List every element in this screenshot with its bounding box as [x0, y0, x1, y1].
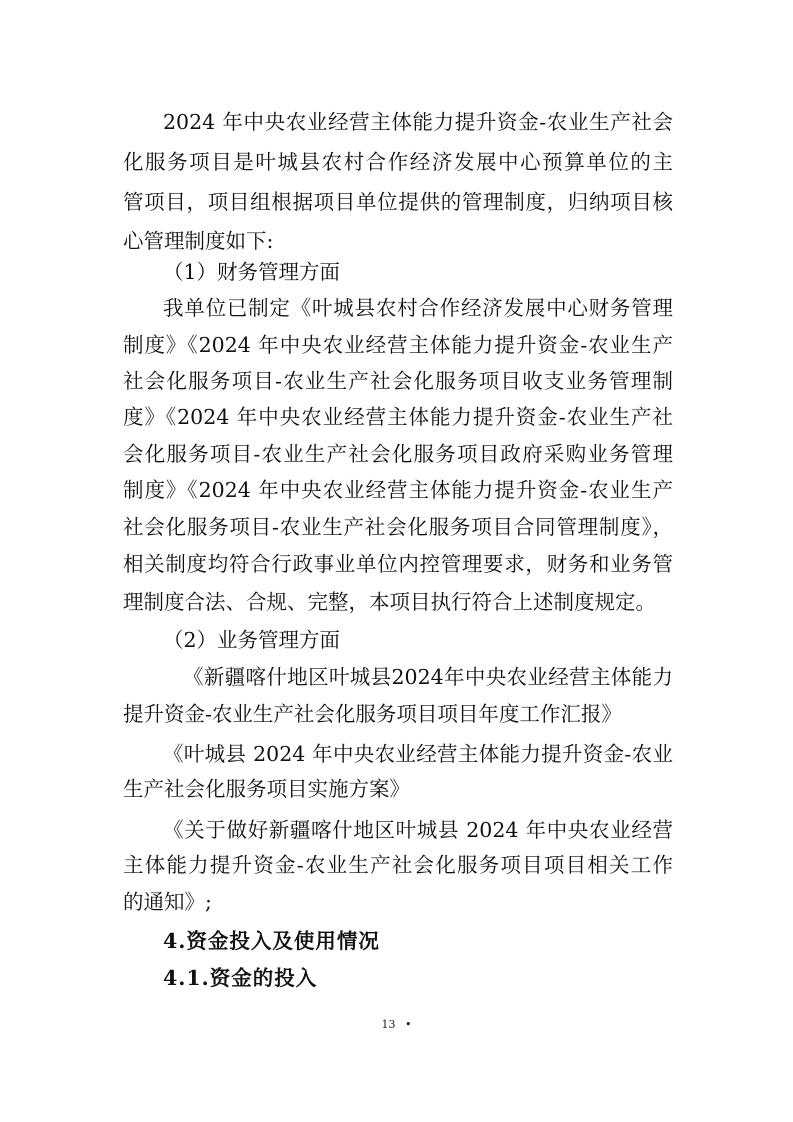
- finance-line-3: 社会化服务项目-农业生产社会化服务项目收支业务管理制: [123, 369, 673, 393]
- notice-line-2: 主体能力提升资金-农业生产社会化服务项目项目相关工作: [123, 853, 673, 877]
- plan-line-2: 生产社会化服务项目实施方案》: [123, 777, 410, 801]
- report-line-2: 提升资金-农业生产社会化服务项目项目年度工作汇报》: [123, 702, 622, 726]
- subsection-heading-input: 4.1.资金的投入: [163, 966, 318, 990]
- finance-line-2: 制度》《2024 年中央农业经营主体能力提升资金-农业生产: [123, 333, 673, 357]
- business-heading: （2）业务管理方面: [163, 628, 341, 652]
- intro-line-2: 化服务项目是叶城县农村合作经济发展中心预算单位的主: [123, 150, 673, 174]
- finance-line-1: 我单位已制定《叶城县农村合作经济发展中心财务管理: [163, 296, 673, 320]
- finance-line-8: 相关制度均符合行政事业单位内控管理要求，财务和业务管: [123, 552, 673, 576]
- finance-line-9: 理制度合法、合规、完整，本项目执行符合上述制度规定。: [123, 590, 656, 614]
- intro-line-3: 管项目，项目组根据项目单位提供的管理制度，归纳项目核: [123, 190, 673, 214]
- finance-line-5: 会化服务项目-农业生产社会化服务项目政府采购业务管理: [123, 442, 673, 466]
- report-line-1: 《新疆喀什地区叶城县2024年中央农业经营主体能力: [183, 665, 673, 689]
- page-number: 13: [381, 1018, 396, 1031]
- intro-line-1: 2024 年中央农业经营主体能力提升资金-农业生产社会: [163, 110, 673, 134]
- section-heading-funds: 4.资金投入及使用情况: [163, 929, 380, 953]
- finance-line-6: 制度》《2024 年中央农业经营主体能力提升资金-农业生产: [123, 478, 673, 502]
- plan-line-1: 《叶城县 2024 年中央农业经营主体能力提升资金-农业: [163, 742, 673, 766]
- page-footer: [0, 1018, 793, 1032]
- notice-line-1: 《关于做好新疆喀什地区叶城县 2024 年中央农业经营: [163, 818, 673, 842]
- page-number-separator: •: [405, 1018, 412, 1031]
- intro-line-4: 心管理制度如下:: [123, 229, 274, 253]
- finance-line-4: 度》《2024 年中央农业经营主体能力提升资金-农业生产社: [123, 405, 673, 429]
- finance-line-7: 社会化服务项目-农业生产社会化服务项目合同管理制度》，: [123, 515, 673, 539]
- finance-heading: （1）财务管理方面: [163, 260, 341, 284]
- notice-line-3: 的通知》;: [123, 890, 212, 914]
